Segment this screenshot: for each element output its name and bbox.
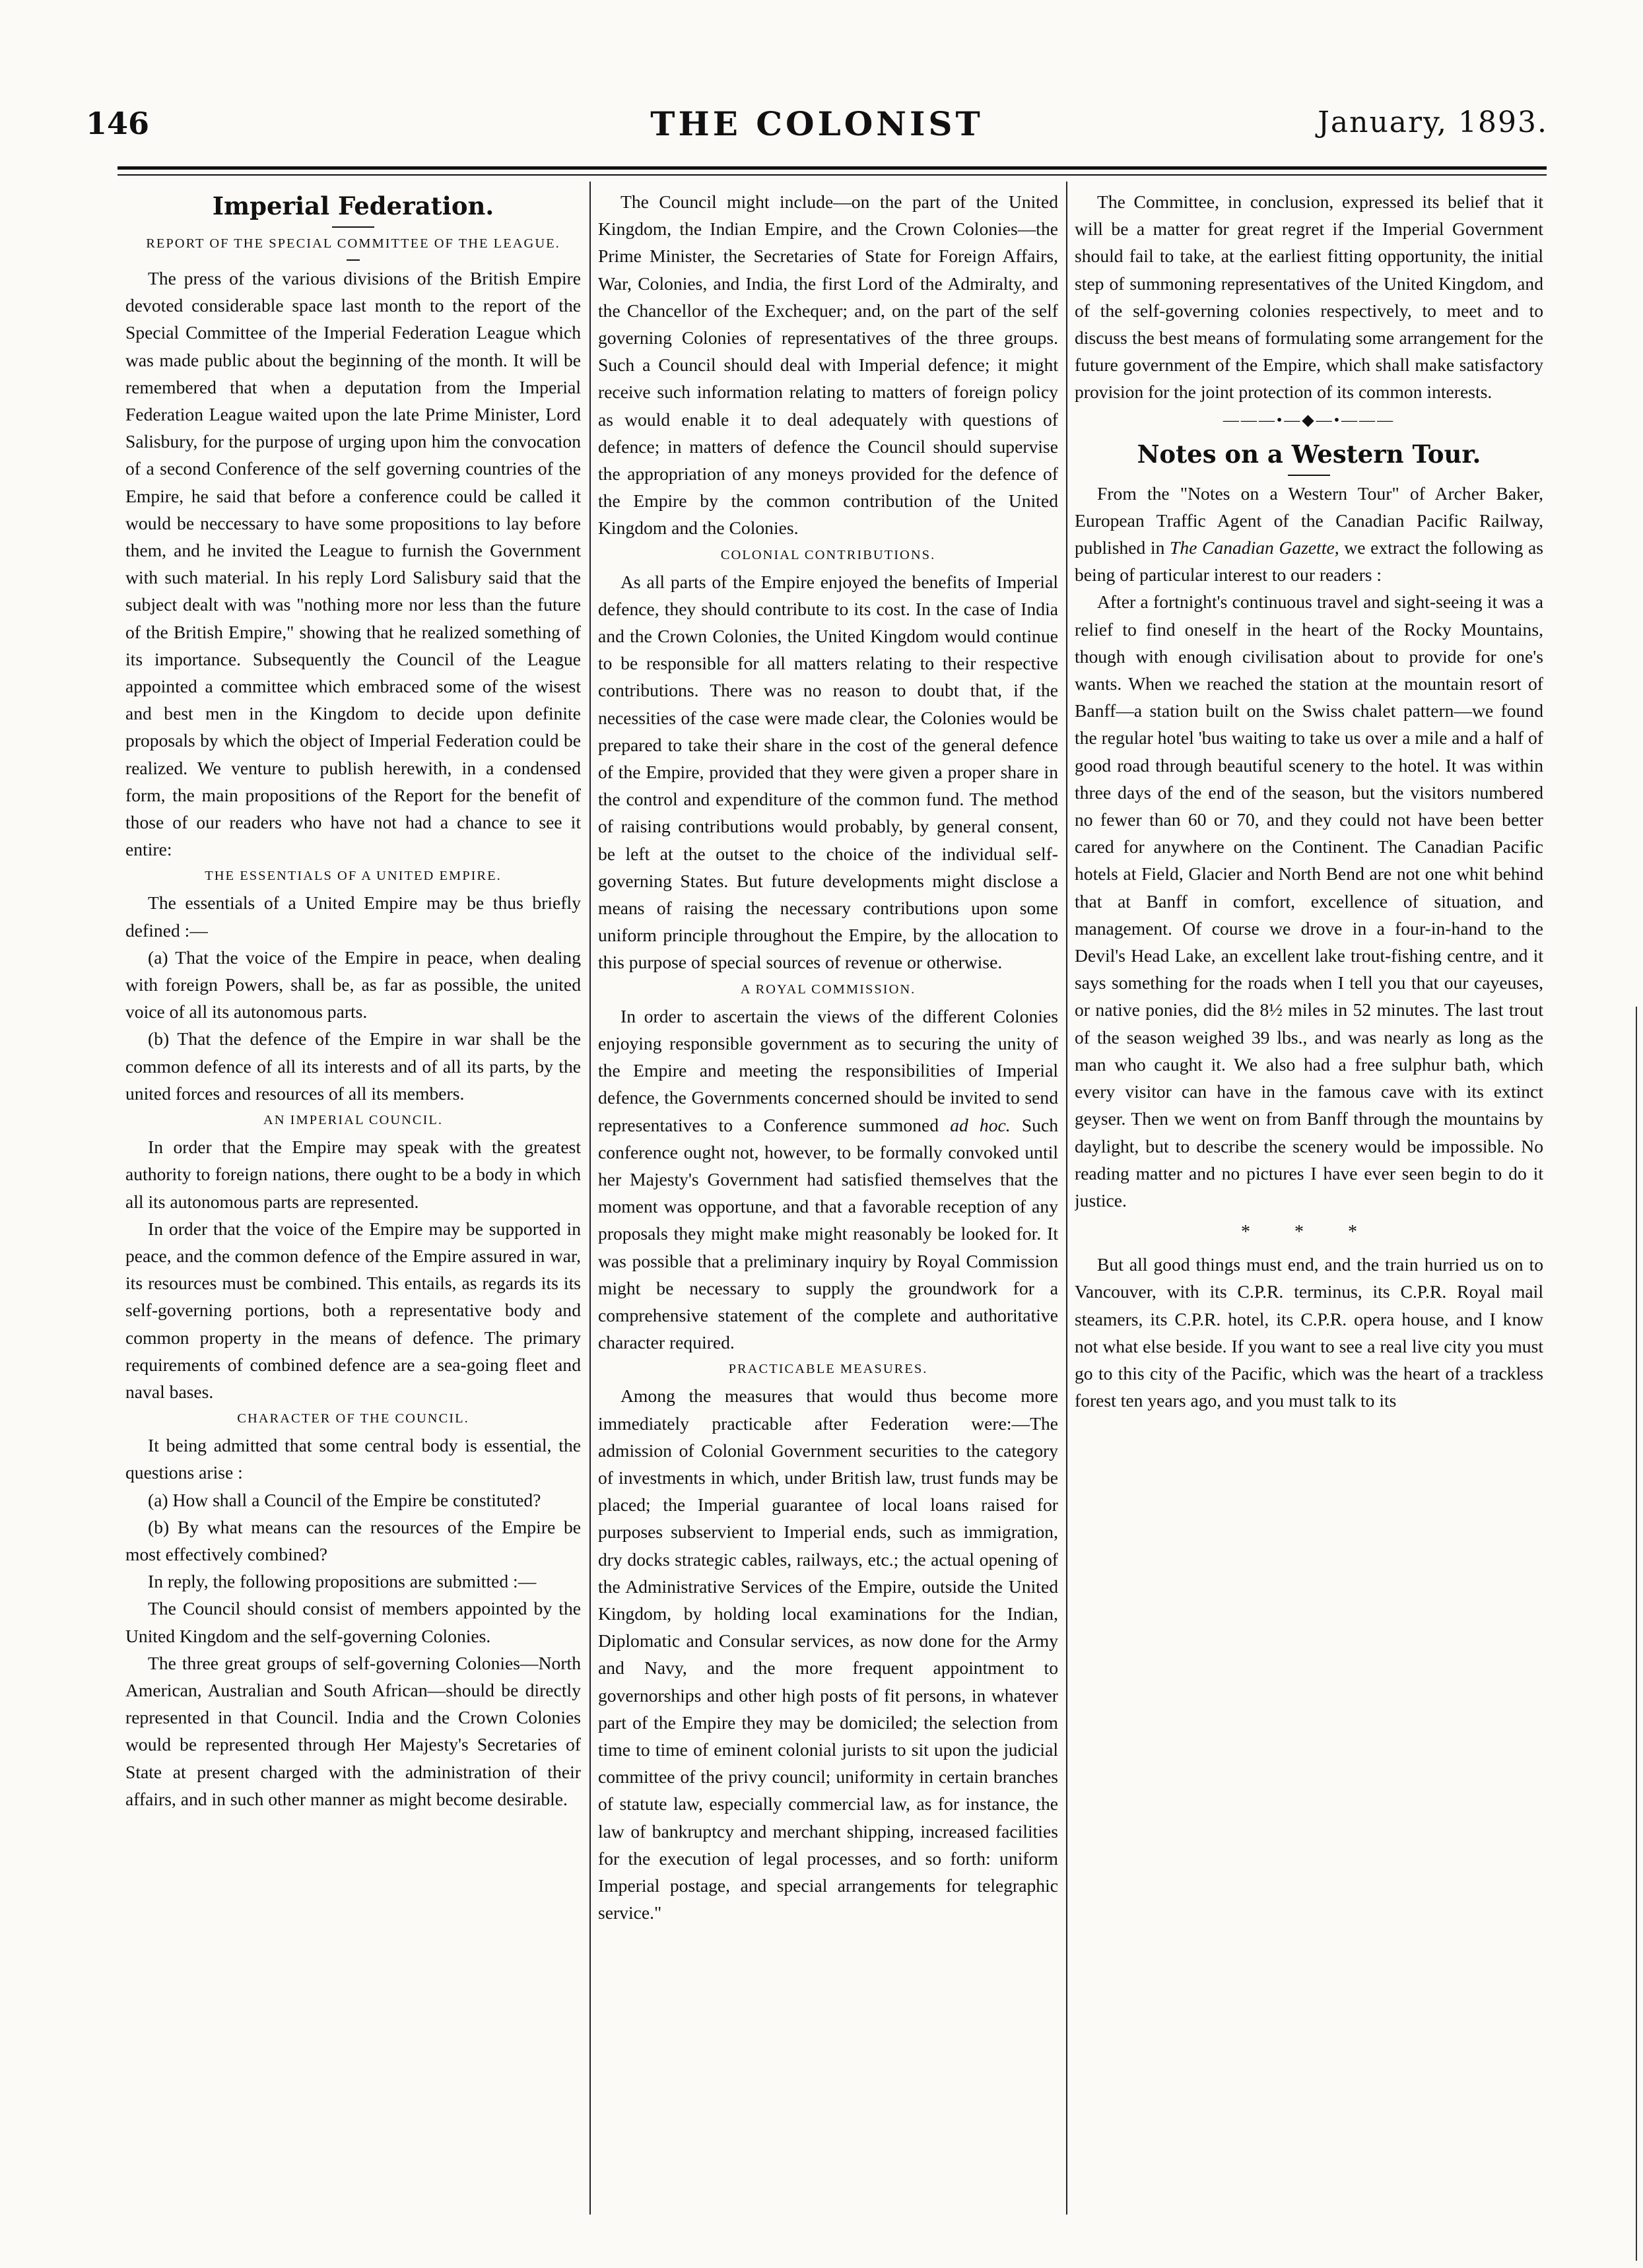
masthead-rule [117,166,1547,170]
paragraph: The Committee, in conclusion, expressed its belief that it will be a matter for great regret if the Imperial Government should fail to take, at the earliest fitting opportunity, the initial step of summoning representatives of the United Kingdom, and of the self-governing colonies respectively, to meet and to discuss the best means of formulating some arrangement for the future government of the Empire, which shall make satisfactory provision for the joint protection of its common interests. [1075,191,1543,403]
section-heading: THE ESSENTIALS OF A UNITED EMPIRE. [205,869,502,884]
paragraph: In order that the Empire may speak with the greatest authority to foreign nations, there ought to be a body in which all its autonomous parts are represented. [125,1137,581,1212]
section-heading: CHARACTER OF THE COUNCIL. [237,1411,469,1426]
article-headline: Imperial Federation. [212,191,494,220]
paragraph: After a fortnight's continuous travel and sight-seeing it was a relief to find oneself in the heart of the Rocky Mountains, though with enough civilisation about to provide for one's wants. When we reached the station at the mountain resort of Banff—a station built on the Swiss chalet pattern—we found the regular hotel 'bus waiting to take us over a mile and a half of good road through beautiful scenery to the hotel. It was within three days of the end of the season, but the visitors numbered no fewer than 60 or 70, and they could not have been better cared for anywhere on the Continent. The Canadian Pacific hotels at Field, Glacier and North Bend are not one whit behind that at Banff in comfort, excellence of situation, and management. Of course we drove in a four-in-hand to the Devil's Head Lake, an excellent lake trout-fishing centre, and it says something for the roads when I tell you that our cayeuses, or native ponies, did the 8½ miles in 52 minutes. The last trout of the season weighed 39 lbs., and was nearly as long as the man who caught it. We also had a free sulphur bath, which every visitor can have in the famous cave with its extinct geyser. Then we went on from Banff through the mountains by daylight, but to describe the scenery would be impossible. No reading matter and no pictures I have ever seen begin to do it justice. [1075,591,1543,1211]
column-rule [1066,182,1067,2215]
paragraph: But all good things must end, and the train hurried us on to Vancouver, with its C.P.R. terminus, its C.P.R. Royal mail steamers, its C.P.R. hotel, its C.P.R. opera house, and I know not what else beside. If you want to see a real live city you must go to this city of the Pacific, which was the heart of a trackless forest ten years ago, and you must talk to its [1075,1254,1543,1411]
paragraph: (b) That the defence of the Empire in war shall be the common defence of all its interests and of all its parts, by the united forces and resources of all its members. [125,1028,581,1104]
paragraph: (a) That the voice of the Empire in peace, when dealing with foreign Powers, shall be, as far as possible, the united voice of all its autonomous parts. [125,947,581,1022]
short-rule [332,226,374,228]
paragraph: In reply, the following propositions are submitted :— [148,1571,537,1592]
column-3 [1075,188,1543,2224]
issue-date: January, 1893. [1318,106,1548,139]
masthead [86,99,1548,152]
article-subheading: REPORT OF THE SPECIAL COMMITTEE OF THE LEAGUE. [146,236,560,251]
short-rule [347,259,360,261]
paragraph: The essentials of a United Empire may be thus briefly defined :— [125,892,581,941]
article-divider: ———•—◆—•——— [1223,411,1395,429]
section-heading: PRACTICABLE MEASURES. [728,1362,928,1377]
section-heading: A ROYAL COMMISSION. [740,982,916,997]
paragraph [1075,480,1543,589]
newspaper-title: THE COLONIST [650,104,984,143]
column-rule [589,182,591,2215]
section-heading: COLONIAL CONTRIBUTIONS. [720,547,936,562]
masthead-rule-thin [117,174,1547,176]
text-run: Such conference ought not, however, to be formally convoked until her Majesty's Government had satisfied themselves that the moment was opportune, and that a favorable reception of any proposals they might make might reasonably be looked for. It was possible that a preliminary inquiry by Royal Commission might be necessary to supply the groundwork for a comprehensive statement of the complete and authoritative character required. [598,1114,1058,1353]
paragraph: The Council should consist of members appointed by the United Kingdom and the self-governing Colonies. [125,1598,581,1646]
paragraph: (b) By what means can the resources of the Empire be most effectively combined? [125,1516,581,1564]
column-1 [125,188,581,2224]
article-headline: Notes on a Western Tour. [1137,439,1481,469]
italic-text: ad hoc. [950,1114,1011,1135]
paragraph: The three great groups of self-governing Colonies—North American, Australian and South African—should be directly represented in that Council. India and the Crown Colonies would be represented through Her Majesty's Secretaries of State at present charged with the administration of their affairs, and in such other manner as might become desirable. [125,1652,581,1809]
paragraph: (a) How shall a Council of the Empire be constituted? [148,1489,541,1510]
paragraph [598,1003,1058,1356]
text-run: In order to ascertain the views of the different Colonies enjoying responsible government as to securing the unity of the Empire and meeting the responsibilities of Imperial defence, the Governments concerned should be invited to send representatives to a Conference summoned [598,1005,1058,1135]
paragraph: Among the measures that would thus become more immediately practicable after Federation were:—The admission of Colonial Government securities to the category of investments in which, under British law, trust funds may be placed; the Imperial guarantee of local loans raised for purposes subservient to Imperial ends, such as immigration, dry docks strategic cables, railways, etc.; the actual opening of the Administrative Services of the Empire, outside the United Kingdom, by holding local examinations for the Indian, Diplomatic and Consular services, as now done for the Army and Navy, and the more frequent appointment to governorships and other high posts of fit persons, in whatever part of the Empire they may be domiciled; the selection from time to time of eminent colonial jurists to sit upon the judicial committee of the privy council; uniformity in certain branches of statute law, especially commercial law, as for instance, the law of bankruptcy and merchant shipping, increased facilities for the execution of legal processes, and so forth: uniform Imperial postage, and special arrangements for telegraphic service." [598,1385,1058,1923]
margin-rule [1636,1007,1637,2261]
paragraph: In order that the voice of the Empire may be supported in peace, and the common defence of the Empire assured in war, its resources must be combined. This entails, as regards its its self-governing portions, both a representative body and common property in the means of defence. The primary requirements of combined defence are a sea-going fleet and naval bases. [125,1218,581,1402]
short-rule [1288,475,1330,476]
paragraph: The Council might include—on the part of the United Kingdom, the Indian Empire, and the Crown Colonies—the Prime Minister, the Secretaries of State for Foreign Affairs, War, Colonies, and India, the first Lord of the Admiralty, and the Chancellor of the Exchequer; and, on the part of the self governing Colonies of representatives of the three groups. Such a Council should deal with Imperial defence; it might receive such information relating to matters of foreign policy as would enable it to deal adequately with questions of defence; in matters of defence the Council should supervise the appropriation of any moneys provided for the defence of the Empire by the common contribution of the United Kingdom and the Colonies. [598,191,1058,539]
section-heading: AN IMPERIAL COUNCIL. [263,1113,444,1128]
text-run: we extract the following as being of particular interest to our readers : [1075,537,1543,585]
column-2 [598,188,1058,2224]
paragraph: As all parts of the Empire enjoyed the benefits of Imperial defence, they should contribute to its cost. In the case of India and the Crown Colonies, the United Kingdom would continue to be responsible for all matters relating to their respective contributions. There was no reason to doubt that, if the necessities of the case were made clear, the Colonies would be prepared to take their share in the cost of the general defence of the Empire, provided that they were given a proper share in the control and expenditure of the common fund. The method of raising contributions would probably, by general consent, be left at the outset to the choice of the individual self-governing States. But future developments might disclose a means of raising the necessary contributions upon some uniform principle throughout the Empire, by the allocation to this purpose of special sources of revenue or otherwise. [598,571,1058,973]
paragraph: It being admitted that some central body is essential, the questions arise : [125,1435,581,1483]
page-number: 146 [86,106,150,141]
italic-text: The Canadian Gazette, [1170,537,1339,558]
paragraph: The press of the various divisions of the British Empire devoted considerable space last month to the report of the Special Committee of the Imperial Federation League which was made public about the beginning of the month. It will be remembered that when a deputation from the Imperial Federation League waited upon the late Prime Minister, Lord Salisbury, for the purpose of urging upon him the convocation of a second Conference of the self governing countries of the Empire, he said that before a conference could be called it would be neccessary to have some propositions to lay before them, and he invited the League to furnish the Government with such material. In his reply Lord Salisbury said that the subject dealt with was "nothing more nor less than the future of the British Empire," showing that he realized something of its importance. Subsequently the Council of the League appointed a committee which embraced some of the wisest and best men in the Kingdom to decide upon definite proposals by which the object of Imperial Federation could be realized. We venture to publish herewith, in a condensed form, the main propositions of the Report for the benefit of those of our readers who have not had a chance to see it entire: [125,268,581,860]
section-break-stars: * * * [1241,1222,1377,1243]
text-run: From the "Notes on a Western Tour" of Archer Baker, European Traffic Agent of the Canadian Pacific Railway, published in [1075,483,1543,558]
